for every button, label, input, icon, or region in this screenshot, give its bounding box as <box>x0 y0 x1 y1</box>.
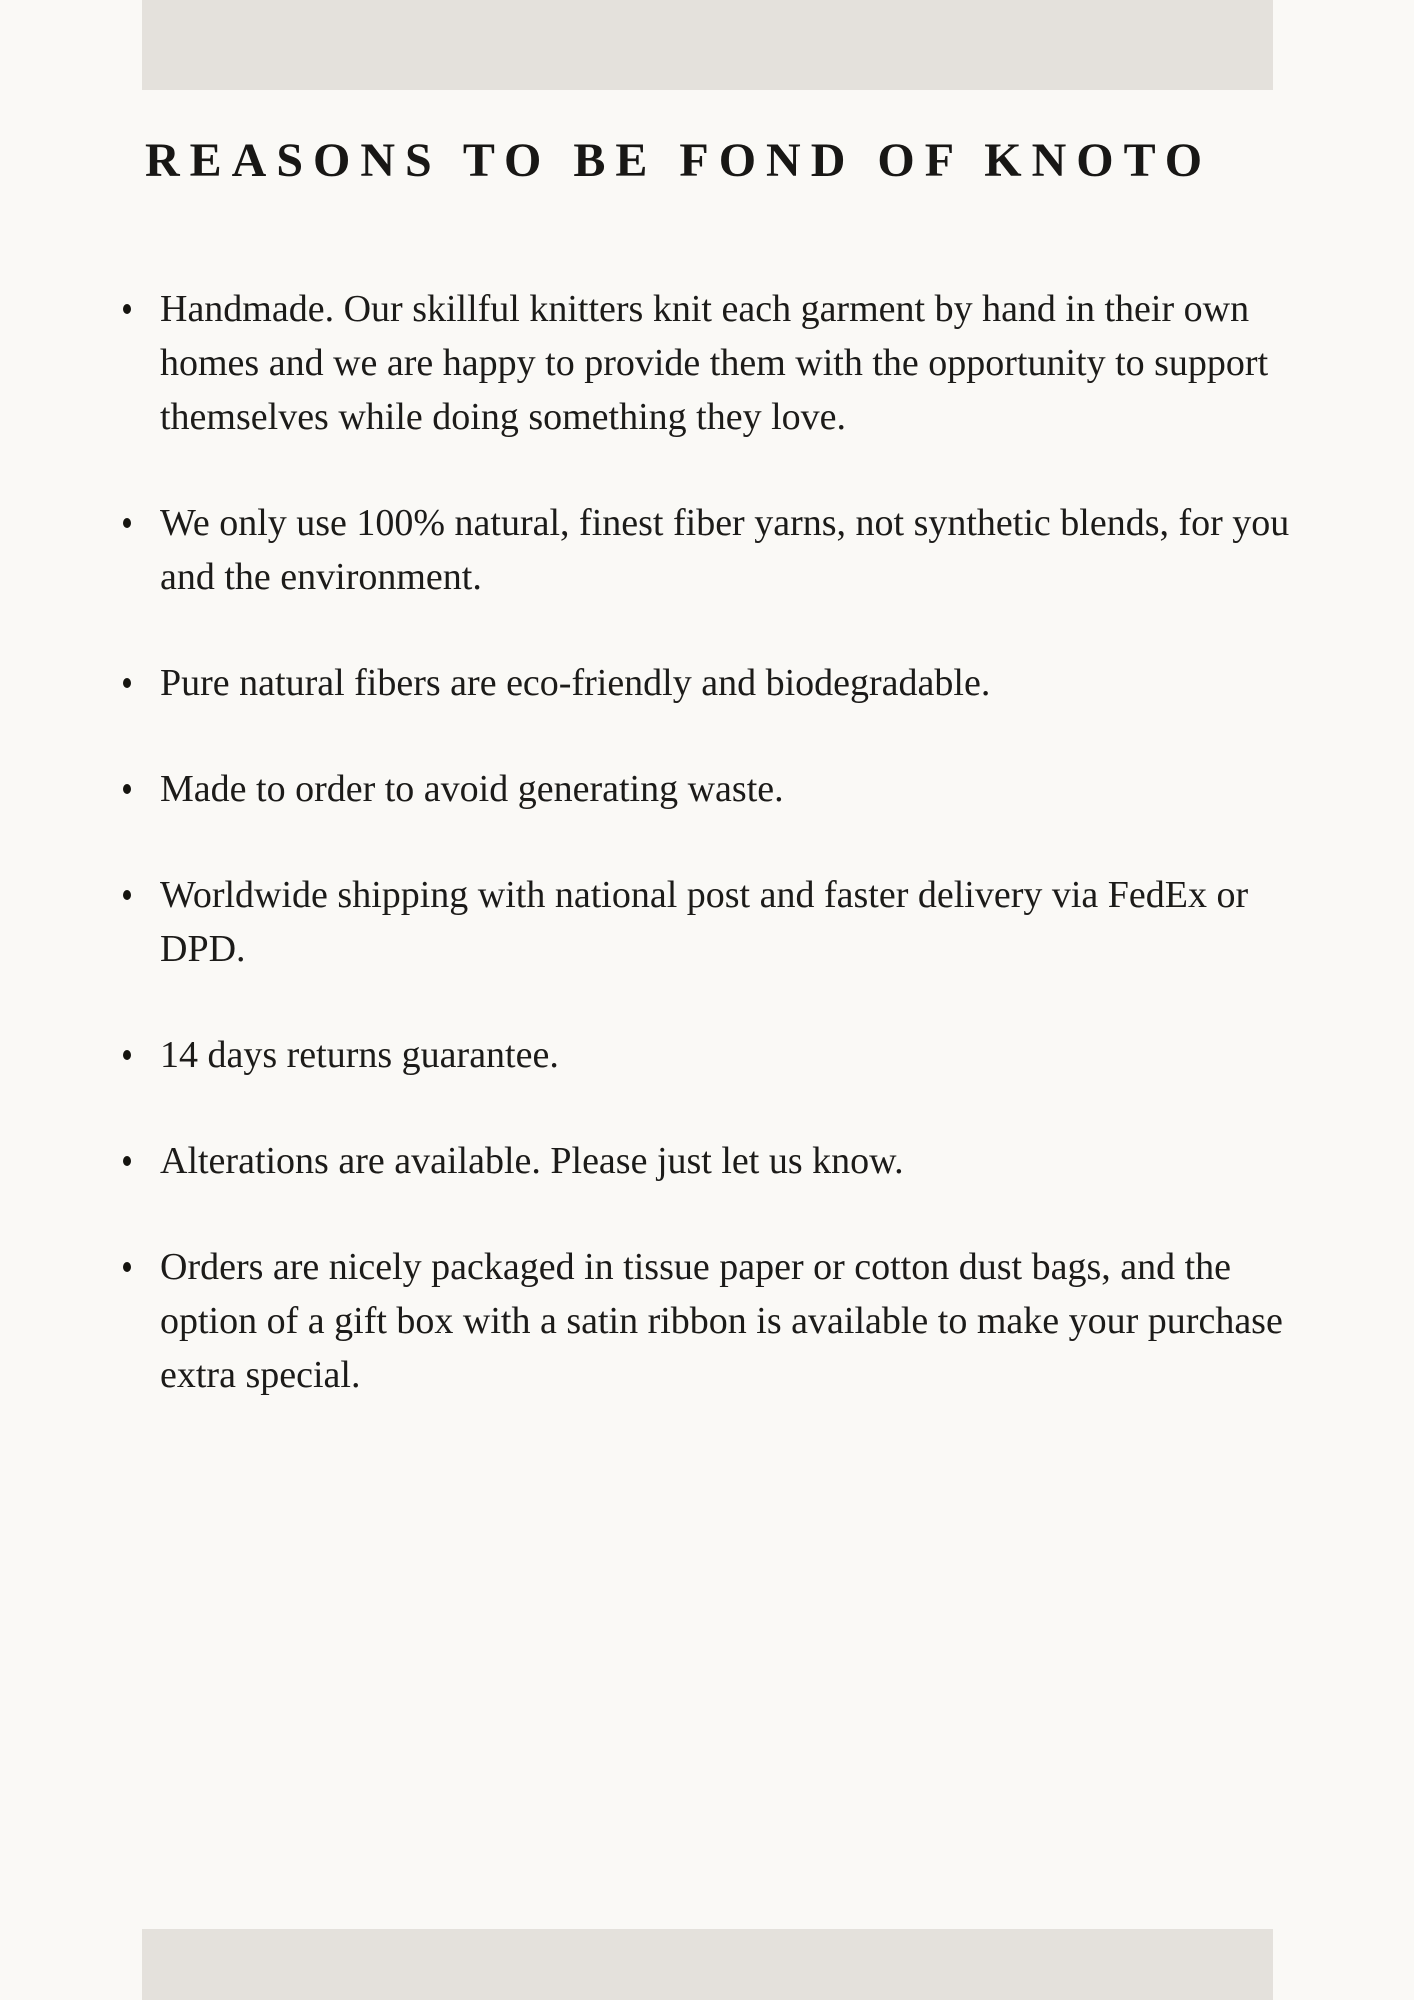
reasons-list <box>160 282 1325 1454</box>
list-item: Worldwide shipping with national post and faster delivery via FedEx or DPD. <box>160 868 1325 976</box>
list-item: Made to order to avoid generating waste. <box>160 762 1325 816</box>
list-item: We only use 100% natural, finest fiber yarns, not synthetic blends, for you and the environment. <box>160 496 1325 604</box>
list-item: Orders are nicely packaged in tissue paper or cotton dust bags, and the option of a gift box with a satin ribbon is available to make your purchase extra special. <box>160 1240 1325 1402</box>
top-banner <box>142 0 1273 90</box>
list-item: 14 days returns guarantee. <box>160 1028 1325 1082</box>
bottom-banner <box>142 1929 1273 2000</box>
list-item: Alterations are available. Please just let us know. <box>160 1134 1325 1188</box>
page-title: REASONS TO BE FOND OF KNOTO <box>145 134 1213 187</box>
list-item: Handmade. Our skillful knitters knit each garment by hand in their own homes and we are happy to provide them with the opportunity to support themselves while doing something they love. <box>160 282 1325 444</box>
list-item: Pure natural fibers are eco-friendly and biodegradable. <box>160 656 1325 710</box>
